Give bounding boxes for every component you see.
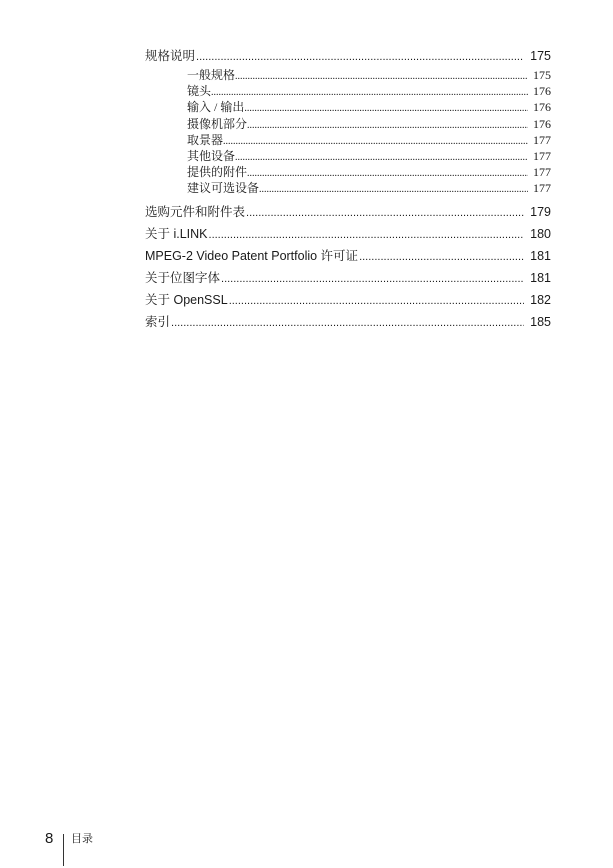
toc-subentry[interactable] <box>145 83 551 99</box>
toc-subentry-title: 其他设备 <box>187 148 236 163</box>
dot-leader <box>196 46 524 68</box>
toc-entry-ilink[interactable] <box>145 223 551 245</box>
dot-leader <box>244 101 528 117</box>
dot-leader <box>221 268 524 290</box>
toc-subentry-page: 177 <box>533 181 551 196</box>
dot-leader <box>209 224 524 246</box>
toc-subentry[interactable] <box>145 180 551 196</box>
toc-subentry-page: 175 <box>533 68 551 82</box>
toc-subentry-page: 177 <box>533 132 551 147</box>
toc-entry-title: 关于位图字体 <box>145 270 221 285</box>
dot-leader <box>247 166 528 182</box>
toc-subentry-title: 镜头 <box>187 84 212 99</box>
toc-subentry[interactable] <box>145 116 551 132</box>
toc-subentry-title: 一般规格 <box>187 68 236 82</box>
toc-entry-page: 185 <box>530 314 551 329</box>
toc-entry-page: 181 <box>530 270 551 285</box>
dot-leader <box>235 69 528 85</box>
toc-subentry-page: 176 <box>533 116 551 131</box>
dot-leader <box>211 85 528 101</box>
dot-leader <box>235 150 528 166</box>
toc-entry-page: 180 <box>530 226 551 241</box>
toc-subentry-page: 177 <box>533 148 551 163</box>
toc-subentry[interactable] <box>145 164 551 180</box>
toc-entry-accessories-list[interactable] <box>145 201 551 223</box>
toc-entry-title: 关于 OpenSSL <box>145 292 228 307</box>
toc-subentry[interactable] <box>145 99 551 115</box>
toc-entry-openssl[interactable] <box>145 289 551 311</box>
toc-entry-page: 175 <box>530 49 551 63</box>
toc-entry-title: MPEG-2 Video Patent Portfolio 许可证 <box>145 248 359 263</box>
toc-entry-title: 索引 <box>145 314 171 329</box>
table-of-contents <box>145 45 551 333</box>
toc-subentry-title: 提供的附件 <box>187 165 248 180</box>
page-number: 8 <box>45 830 54 847</box>
toc-entry-bitmap-fonts[interactable] <box>145 267 551 289</box>
toc-sub-list <box>145 67 551 197</box>
toc-entry-mpeg2-license[interactable] <box>145 245 551 267</box>
toc-subentry-page: 176 <box>533 84 551 99</box>
toc-subentry-page: 177 <box>533 165 551 180</box>
toc-entry-title: 关于 i.LINK <box>145 226 208 241</box>
dot-leader <box>223 134 528 150</box>
section-title: 目录 <box>71 832 93 845</box>
dot-leader <box>171 312 524 334</box>
toc-subentry-title: 摄像机部分 <box>187 116 248 131</box>
toc-subentry-title: 输入 / 输出 <box>187 100 245 115</box>
toc-entry-page: 182 <box>530 292 551 307</box>
toc-subentry-title: 取景器 <box>187 132 224 147</box>
footer-divider <box>63 834 64 866</box>
toc-entry-page: 181 <box>530 248 551 263</box>
toc-entry-page: 179 <box>530 204 551 219</box>
toc-entry-title: 选购元件和附件表 <box>145 204 246 219</box>
dot-leader <box>229 290 524 312</box>
toc-subentry-page: 176 <box>533 100 551 115</box>
toc-subentry[interactable] <box>145 148 551 164</box>
toc-entry-title: 规格说明 <box>145 49 196 63</box>
toc-subentry[interactable] <box>145 67 551 83</box>
toc-entry-index[interactable] <box>145 311 551 333</box>
dot-leader <box>259 182 528 198</box>
dot-leader <box>359 246 524 268</box>
toc-entry-specifications[interactable] <box>145 45 551 67</box>
dot-leader <box>246 202 524 224</box>
toc-subentry[interactable] <box>145 132 551 148</box>
toc-subentry-title: 建议可选设备 <box>187 181 260 196</box>
dot-leader <box>247 118 528 134</box>
